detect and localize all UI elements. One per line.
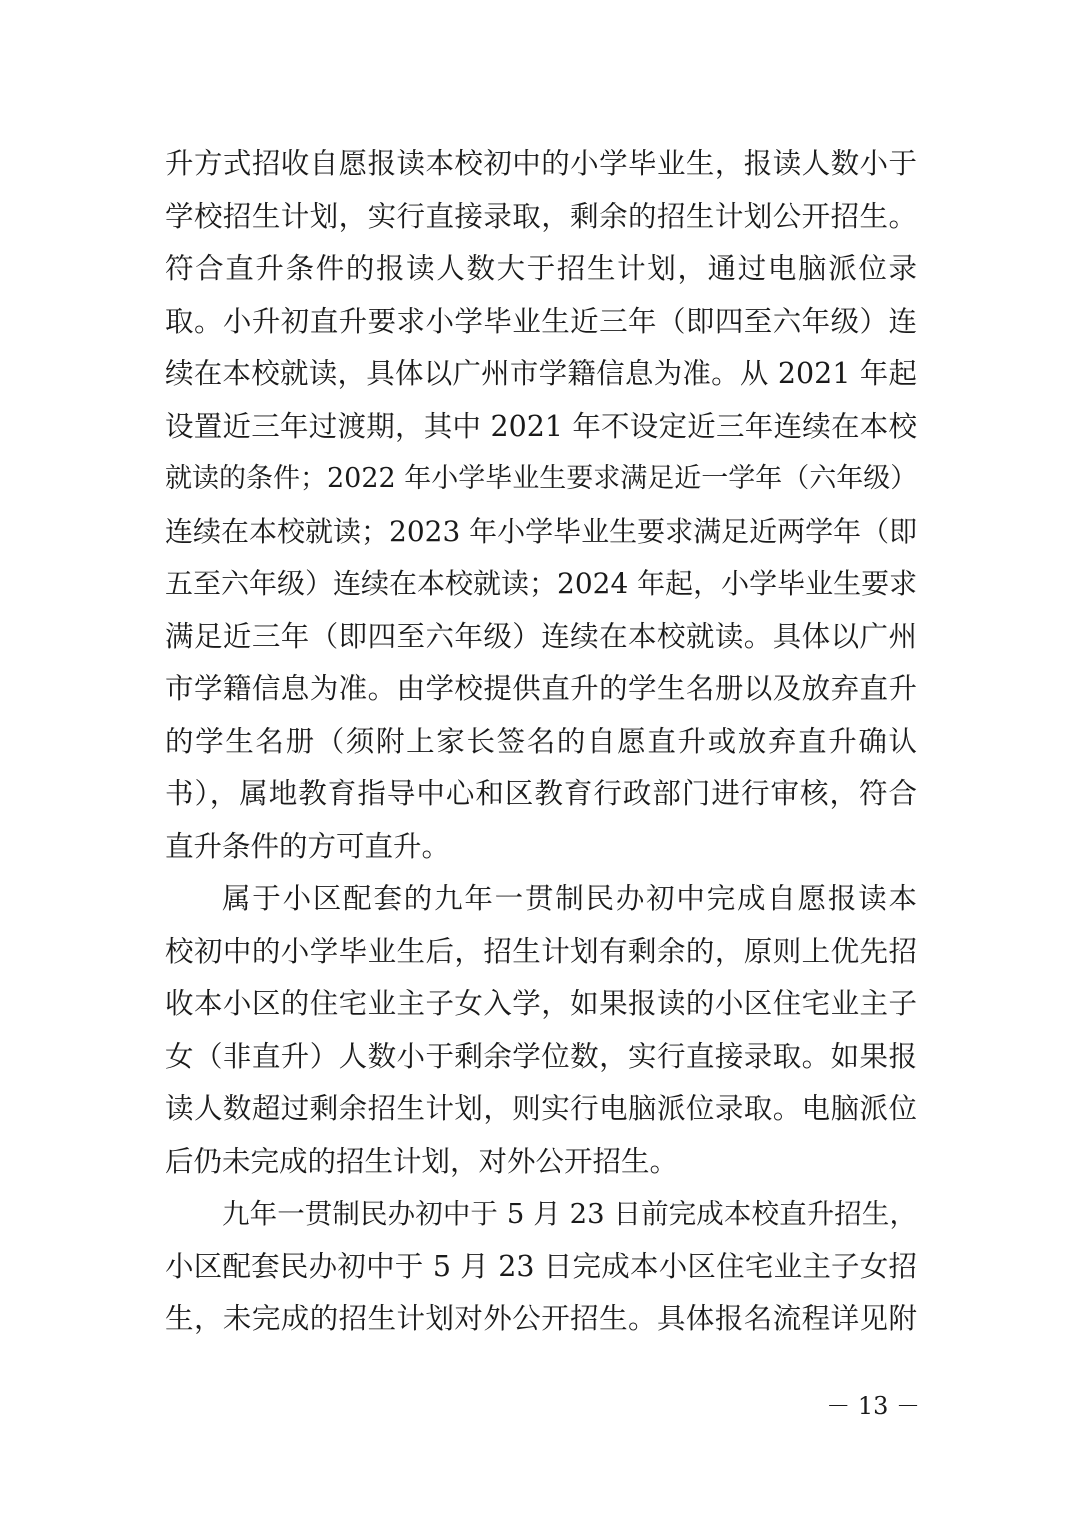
body-text-line: 满足近三年（即四至六年级）连续在本校就读。具体以广州: [165, 620, 917, 653]
body-text-line: 的学生名册（须附上家长签名的自愿直升或放弃直升确认: [165, 725, 917, 758]
body-text-line: 续在本校就读，具体以广州市学籍信息为准。从 2021 年起: [165, 357, 917, 390]
body-text-line: 后仍未完成的招生计划，对外公开招生。: [165, 1145, 679, 1178]
body-text-line: 书），属地教育指导中心和区教育行政部门进行审核，符合: [165, 777, 917, 810]
body-text-line: 升方式招收自愿报读本校初中的小学毕业生，报读人数小于: [165, 147, 917, 180]
body-text-line: 生，未完成的招生计划对外公开招生。具体报名流程详见附: [165, 1302, 917, 1335]
body-text-line: 就读的条件；2022 年小学毕业生要求满足近一学年（六年级）: [165, 463, 917, 494]
body-text-line: 取。小升初直升要求小学毕业生近三年（即四至六年级）连: [165, 305, 917, 338]
paragraph-first-line: 九年一贯制民办初中于 5 月 23 日前完成本校直升招生，: [222, 1198, 917, 1230]
body-text-line: 收本小区的住宅业主子女入学，如果报读的小区住宅业主子: [165, 987, 917, 1020]
body-text-line: 女（非直升）人数小于剩余学位数，实行直接录取。如果报: [165, 1040, 917, 1073]
body-text-line: 五至六年级）连续在本校就读；2024 年起，小学毕业生要求: [165, 567, 917, 600]
body-text-line: 小区配套民办初中于 5 月 23 日完成本小区住宅业主子女招: [165, 1250, 917, 1283]
body-text-line: 读人数超过剩余招生计划，则实行电脑派位录取。电脑派位: [165, 1092, 917, 1125]
body-text-line: 设置近三年过渡期，其中 2021 年不设定近三年连续在本校: [165, 410, 917, 443]
page-number: － 13 －: [826, 1392, 920, 1420]
body-text-line: 直升条件的方可直升。: [165, 830, 451, 863]
paragraph-first-line: 属于小区配套的九年一贯制民办初中完成自愿报读本: [222, 882, 917, 915]
body-text-line: 符合直升条件的报读人数大于招生计划，通过电脑派位录: [165, 252, 917, 285]
body-text-line: 学校招生计划，实行直接录取，剩余的招生计划公开招生。: [165, 200, 917, 233]
body-text-line: 连续在本校就读；2023 年小学毕业生要求满足近两学年（即: [165, 515, 917, 548]
body-text-line: 市学籍信息为准。由学校提供直升的学生名册以及放弃直升: [165, 672, 917, 705]
body-text-line: 校初中的小学毕业生后，招生计划有剩余的，原则上优先招: [165, 935, 917, 968]
